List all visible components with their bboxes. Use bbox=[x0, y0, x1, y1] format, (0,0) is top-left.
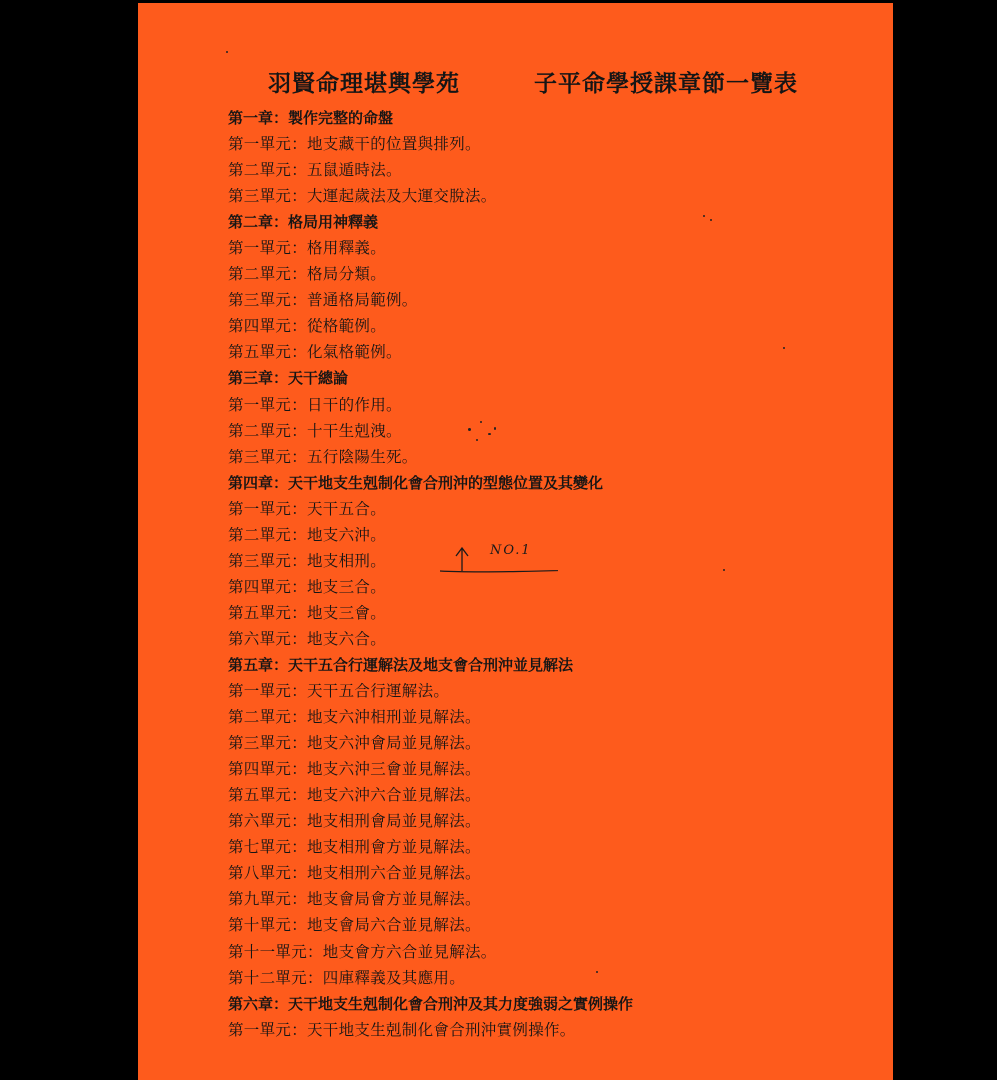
unit-item: 第十二單元：四庫釋義及其應用。 bbox=[228, 968, 466, 987]
unit-item: 第三單元：地支六沖會局並見解法。 bbox=[228, 734, 481, 753]
unit-item: 第四單元：地支六沖三會並見解法。 bbox=[228, 760, 481, 779]
document-header bbox=[138, 65, 893, 105]
unit-item: 第十單元：地支會局六合並見解法。 bbox=[228, 916, 481, 935]
unit-item: 第二單元：地支六沖。 bbox=[228, 525, 387, 544]
unit-item: 第五單元：地支三會。 bbox=[228, 603, 387, 622]
unit-item: 第一單元：天干五合。 bbox=[228, 499, 387, 518]
scan-speck bbox=[488, 433, 491, 435]
unit-item: 第六單元：地支相刑會局並見解法。 bbox=[228, 812, 481, 831]
school-name: 羽賢命理堪輿學苑 bbox=[268, 71, 460, 97]
unit-item: 第七單元：地支相刑會方並見解法。 bbox=[228, 838, 481, 857]
scan-speck bbox=[703, 215, 705, 217]
unit-item: 第三單元：地支相刑。 bbox=[228, 551, 387, 570]
unit-item: 第一單元：地支藏干的位置與排列。 bbox=[228, 135, 481, 154]
handwritten-note: NO.1 bbox=[490, 543, 532, 558]
unit-item: 第一單元：天干五合行運解法。 bbox=[228, 682, 450, 701]
scan-speck bbox=[710, 219, 712, 221]
document-title: 子平命學授課章節一覽表 bbox=[534, 71, 798, 97]
chapter-heading: 第三章：天干總論 bbox=[228, 369, 349, 388]
scan-speck bbox=[494, 427, 496, 430]
chapter-heading: 第五章：天干五合行運解法及地支會合刑沖並見解法 bbox=[228, 655, 574, 674]
unit-item: 第四單元：從格範例。 bbox=[228, 317, 387, 336]
scanned-page bbox=[138, 3, 893, 1080]
scan-speck bbox=[783, 347, 785, 349]
unit-item: 第三單元：五行陰陽生死。 bbox=[228, 447, 418, 466]
chapter-heading: 第六章：天干地支生剋制化會合刑沖及其力度強弱之實例操作 bbox=[228, 994, 634, 1013]
unit-item: 第一單元：格用釋義。 bbox=[228, 239, 387, 258]
unit-item: 第六單元：地支六合。 bbox=[228, 629, 387, 648]
scan-speck bbox=[596, 971, 598, 973]
unit-item: 第十一單元：地支會方六合並見解法。 bbox=[228, 942, 497, 961]
unit-item: 第二單元：地支六沖相刑並見解法。 bbox=[228, 708, 481, 727]
scan-speck bbox=[723, 569, 725, 571]
scan-speck bbox=[480, 421, 482, 423]
unit-item: 第二單元：十干生剋洩。 bbox=[228, 421, 402, 440]
scan-speck bbox=[476, 439, 478, 441]
unit-item: 第二單元：五鼠遁時法。 bbox=[228, 161, 402, 180]
chapter-heading: 第四章：天干地支生剋制化會合刑沖的型態位置及其變化 bbox=[228, 473, 604, 492]
unit-item: 第三單元：普通格局範例。 bbox=[228, 291, 418, 310]
unit-item: 第八單元：地支相刑六合並見解法。 bbox=[228, 864, 481, 883]
unit-item: 第一單元：天干地支生剋制化會合刑沖實例操作。 bbox=[228, 1020, 576, 1039]
unit-item: 第五單元：化氣格範例。 bbox=[228, 343, 402, 362]
scan-speck bbox=[226, 51, 228, 53]
unit-item: 第五單元：地支六沖六合並見解法。 bbox=[228, 786, 481, 805]
chapter-heading: 第一章：製作完整的命盤 bbox=[228, 109, 394, 127]
chapter-heading: 第二章：格局用神釋義 bbox=[228, 213, 379, 232]
unit-item: 第九單元：地支會局會方並見解法。 bbox=[228, 890, 481, 909]
unit-item: 第三單元：大運起歲法及大運交脫法。 bbox=[228, 187, 497, 206]
unit-item: 第一單元：日干的作用。 bbox=[228, 395, 402, 414]
scan-speck bbox=[468, 428, 471, 431]
unit-item: 第二單元：格局分類。 bbox=[228, 265, 387, 284]
unit-item: 第四單元：地支三合。 bbox=[228, 577, 387, 596]
